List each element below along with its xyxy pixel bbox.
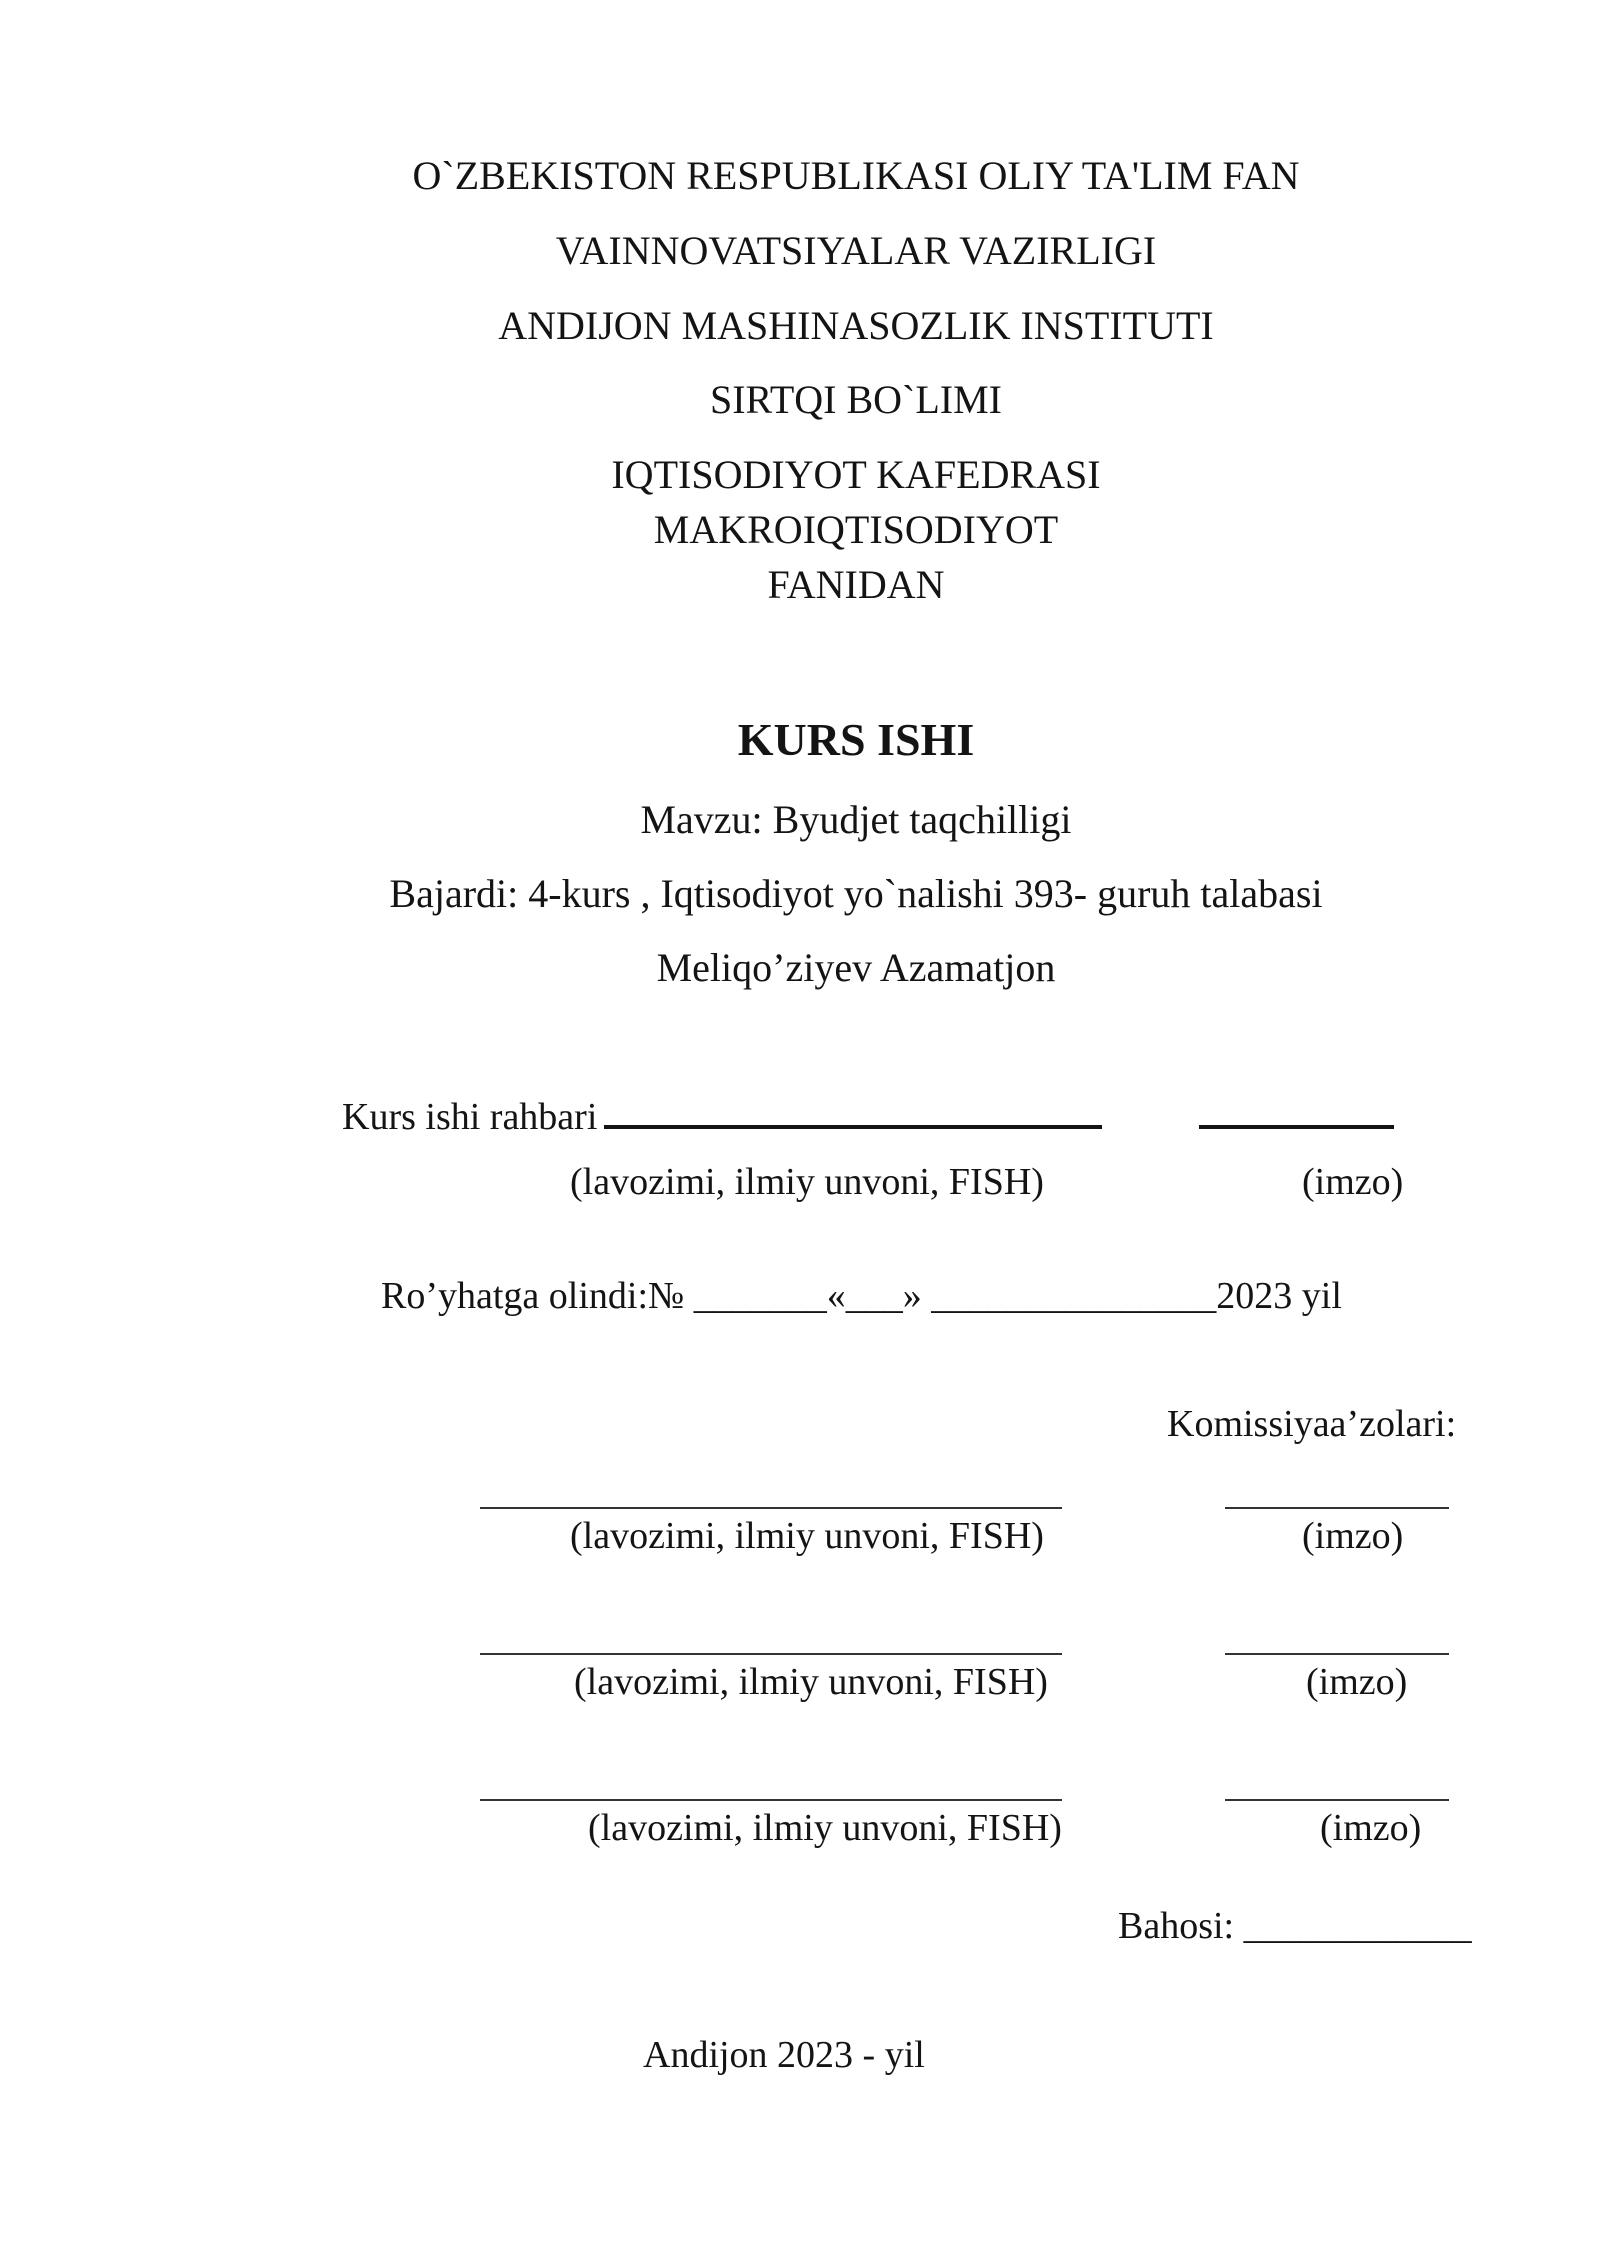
- subject-name: MAKROIQTISODIYOT: [653, 507, 1059, 552]
- commission-member-3-signature-line: [1225, 1799, 1449, 1801]
- ministry-line-1: O`ZBEKISTON RESPUBLIKASI OLIY TA'LIM FAN: [412, 153, 1300, 198]
- commission-member-3-name-line: [480, 1799, 1062, 1801]
- commission-member-3-position-caption: (lavozimi, ilmiy unvoni, FISH): [588, 1807, 1062, 1849]
- kafedra-name: IQTISODIYOT KAFEDRASI: [611, 452, 1101, 497]
- performer-line: Bajardi: 4-kurs , Iqtisodiyot yo`nalishi 393- guruh talabasi: [389, 871, 1323, 916]
- commission-member-2-name-line: [480, 1653, 1062, 1655]
- commission-member-1-signature-caption: (imzo): [1302, 1515, 1404, 1557]
- subject-suffix: FANIDAN: [767, 562, 945, 607]
- ministry-line-2: VAINNOVATSIYALAR VAZIRLIGI: [555, 228, 1157, 273]
- institute-name: ANDIJON MASHINASOZLIK INSTITUTI: [498, 303, 1214, 348]
- document-title: KURS ISHI: [737, 714, 975, 765]
- place-year-footer: Andijon 2023 - yil: [643, 2034, 925, 2076]
- commission-member-2-signature-line: [1225, 1653, 1449, 1655]
- commission-member-3-signature-caption: (imzo): [1320, 1807, 1422, 1849]
- grade-line: Bahosi: ____________: [1118, 1905, 1472, 1947]
- supervisor-name-line: [604, 1125, 1102, 1129]
- supervisor-signature-line: [1199, 1125, 1394, 1129]
- supervisor-position-caption: (lavozimi, ilmiy unvoni, FISH): [570, 1161, 1044, 1203]
- commission-heading: Komissiyaa’zolari:: [1167, 1403, 1457, 1445]
- commission-member-2-position-caption: (lavozimi, ilmiy unvoni, FISH): [574, 1661, 1048, 1703]
- supervisor-signature-caption: (imzo): [1302, 1161, 1404, 1203]
- commission-member-1-name-line: [480, 1507, 1062, 1509]
- student-name: Meliqo’ziyev Azamatjon: [656, 945, 1056, 990]
- commission-member-1-position-caption: (lavozimi, ilmiy unvoni, FISH): [570, 1515, 1044, 1557]
- topic-line: Mavzu: Byudjet taqchilligi: [640, 797, 1072, 842]
- supervisor-label: Kurs ishi rahbari: [342, 1096, 598, 1138]
- department-name: SIRTQI BO`LIMI: [709, 377, 1002, 422]
- commission-member-1-signature-line: [1225, 1507, 1449, 1509]
- registration-line: Ro’yhatga olindi:№ _______«___» _______________2023 yil: [381, 1275, 1342, 1317]
- commission-member-2-signature-caption: (imzo): [1306, 1661, 1408, 1703]
